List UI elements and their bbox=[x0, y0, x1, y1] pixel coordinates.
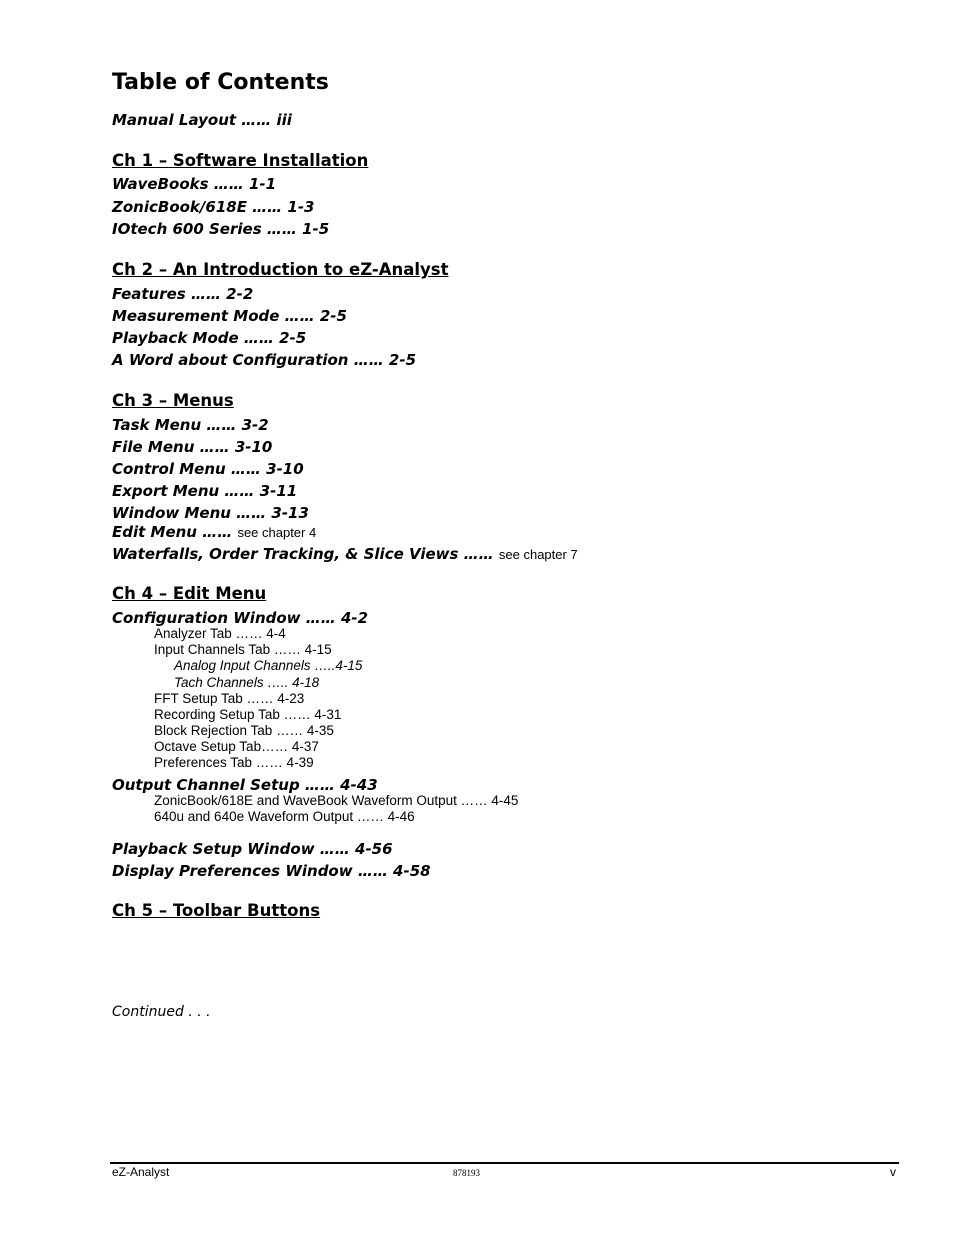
toc-subentry-640-waveform-output[interactable]: 640u and 640e Waveform Output …… 4-46 bbox=[154, 809, 415, 824]
toc-entry-control-menu[interactable]: Control Menu …… 3-10 bbox=[112, 460, 304, 478]
chapter-heading-5[interactable]: Ch 5 – Toolbar Buttons bbox=[112, 901, 321, 920]
footer-divider bbox=[110, 1162, 899, 1164]
chapter-heading-1[interactable]: Ch 1 – Software Installation bbox=[112, 151, 369, 170]
toc-entry-edit-menu[interactable] bbox=[112, 523, 316, 542]
toc-subentry-analog-input-channels[interactable]: Analog Input Channels …..4-15 bbox=[174, 658, 363, 673]
toc-subentry-tach-channels[interactable]: Tach Channels ….. 4-18 bbox=[174, 675, 320, 690]
toc-entry-waterfalls-label: Waterfalls, Order Tracking, & Slice Views …… bbox=[112, 545, 494, 563]
toc-entry-iotech-600[interactable]: IOtech 600 Series …… 1-5 bbox=[112, 220, 330, 238]
toc-entry-zonicbook[interactable]: ZonicBook/618E …… 1-3 bbox=[112, 198, 315, 216]
toc-entry-word-about-configuration[interactable]: A Word about Configuration …… 2-5 bbox=[112, 351, 417, 369]
toc-entry-output-channel-setup[interactable]: Output Channel Setup …… 4-43 bbox=[112, 776, 378, 794]
page-title: Table of Contents bbox=[112, 70, 329, 95]
toc-entry-wavebooks[interactable]: WaveBooks …… 1-1 bbox=[112, 175, 277, 193]
toc-subentry-recording-setup-tab[interactable]: Recording Setup Tab …… 4-31 bbox=[154, 707, 342, 722]
continued-note: Continued . . . bbox=[112, 1004, 211, 1020]
toc-entry-waterfalls-note: see chapter 7 bbox=[498, 547, 578, 562]
toc-subentry-block-rejection-tab[interactable]: Block Rejection Tab …… 4-35 bbox=[154, 723, 334, 738]
toc-entry-export-menu[interactable]: Export Menu …… 3-11 bbox=[112, 482, 298, 500]
toc-entry-measurement-mode[interactable]: Measurement Mode …… 2-5 bbox=[112, 307, 347, 325]
toc-entry-configuration-window[interactable]: Configuration Window …… 4-2 bbox=[112, 609, 369, 627]
chapter-heading-3[interactable]: Ch 3 – Menus bbox=[112, 391, 234, 410]
toc-subentry-octave-setup-tab[interactable]: Octave Setup Tab…… 4-37 bbox=[154, 739, 319, 754]
footer-page-number: v bbox=[890, 1165, 896, 1179]
toc-subentry-preferences-tab[interactable]: Preferences Tab …… 4-39 bbox=[154, 755, 314, 770]
toc-entry-window-menu[interactable]: Window Menu …… 3-13 bbox=[112, 504, 309, 522]
toc-subentry-zonicbook-waveform-output[interactable]: ZonicBook/618E and WaveBook Waveform Output …… 4-45 bbox=[154, 793, 519, 808]
toc-entry-playback-mode[interactable]: Playback Mode …… 2-5 bbox=[112, 329, 307, 347]
toc-entry-file-menu[interactable]: File Menu …… 3-10 bbox=[112, 438, 273, 456]
toc-entry-edit-menu-note: see chapter 4 bbox=[237, 525, 317, 540]
chapter-heading-2[interactable]: Ch 2 – An Introduction to eZ-Analyst bbox=[112, 260, 449, 279]
toc-entry-edit-menu-label: Edit Menu …… bbox=[112, 523, 233, 541]
toc-subentry-input-channels-tab[interactable]: Input Channels Tab …… 4-15 bbox=[154, 642, 332, 657]
toc-subentry-fft-setup-tab[interactable]: FFT Setup Tab …… 4-23 bbox=[154, 691, 305, 706]
toc-entry-waterfalls[interactable] bbox=[112, 545, 578, 564]
footer-document-number: 878193 bbox=[453, 1168, 480, 1178]
toc-subentry-analyzer-tab[interactable]: Analyzer Tab …… 4-4 bbox=[154, 626, 286, 641]
toc-entry-playback-setup-window[interactable]: Playback Setup Window …… 4-56 bbox=[112, 840, 393, 858]
toc-entry-task-menu[interactable]: Task Menu …… 3-2 bbox=[112, 416, 269, 434]
chapter-heading-4[interactable]: Ch 4 – Edit Menu bbox=[112, 584, 267, 603]
toc-entry-display-preferences-window[interactable]: Display Preferences Window …… 4-58 bbox=[112, 862, 431, 880]
footer-product-name: eZ-Analyst bbox=[112, 1165, 170, 1179]
toc-entry-features[interactable]: Features …… 2-2 bbox=[112, 285, 254, 303]
toc-entry-manual-layout[interactable]: Manual Layout …… iii bbox=[112, 111, 292, 129]
